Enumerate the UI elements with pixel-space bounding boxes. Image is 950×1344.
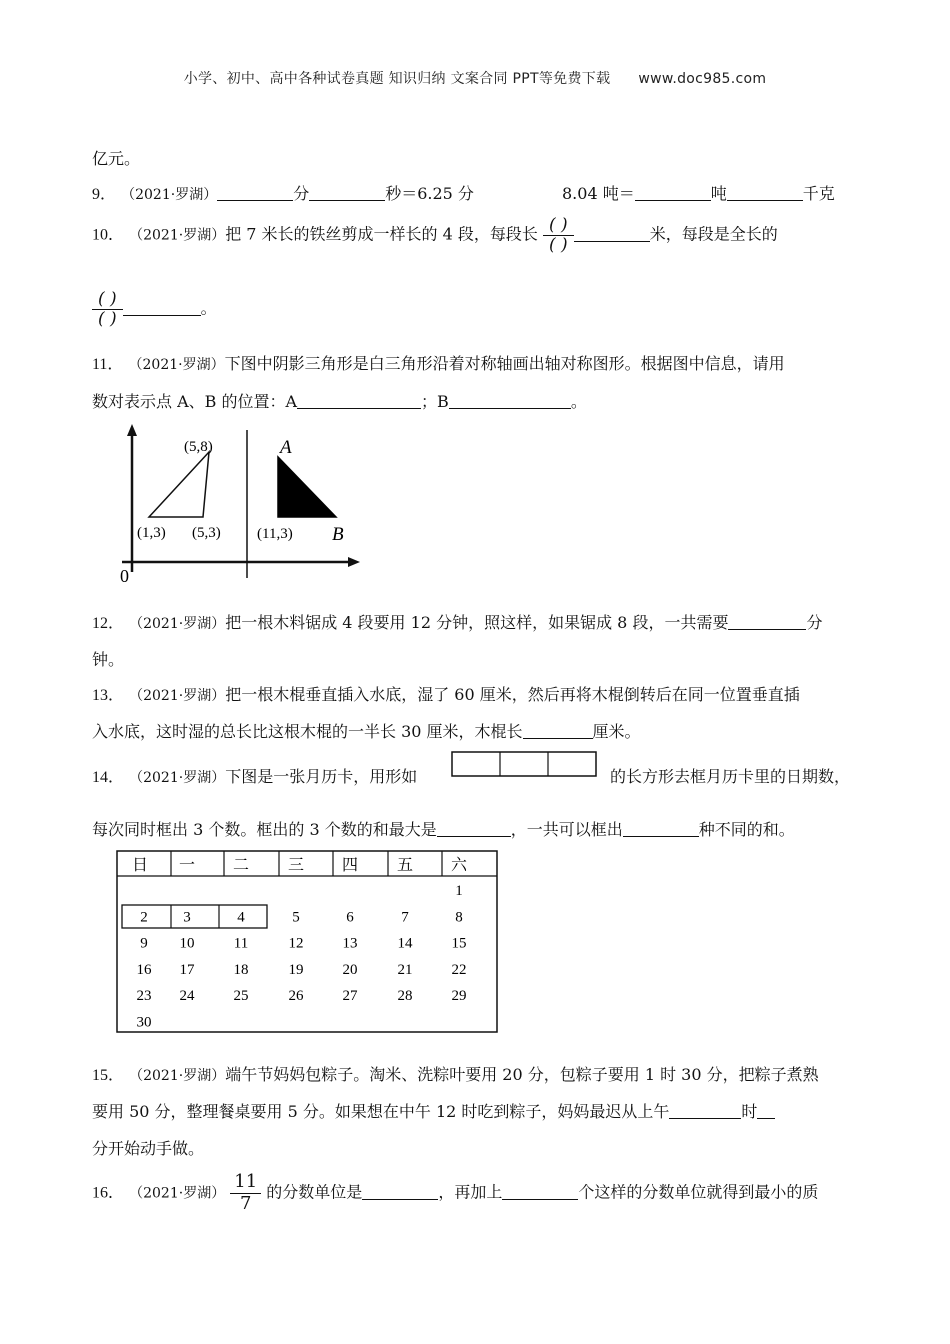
q10-source: （2021·罗湖） xyxy=(129,227,226,244)
header-site: www.doc985.com xyxy=(638,71,767,87)
q15-text-2: 要用 50 分，整理餐桌要用 5 分。如果想在中午 12 时吃到粽子，妈妈最迟从上午 xyxy=(92,1102,670,1121)
q11-coordinate-figure xyxy=(112,420,372,590)
q9-blank-1[interactable] xyxy=(217,184,293,201)
calendar-date-cell: 11 xyxy=(233,935,249,952)
q16-text-3: 个这样的分数单位就得到最小的质 xyxy=(578,1182,819,1202)
q11-text-4: 。 xyxy=(570,392,587,411)
q11-blank-b[interactable] xyxy=(449,392,571,409)
question-13 xyxy=(92,682,800,705)
q8-tail: 亿元。 xyxy=(92,149,141,168)
question-10-cont xyxy=(92,290,217,328)
q15-number: 15． xyxy=(92,1067,125,1084)
calendar-border xyxy=(117,851,497,1032)
calendar-date-cell: 2 xyxy=(140,909,148,926)
q14-text-4: ，一共可以框出 xyxy=(510,820,623,839)
question-11-cont xyxy=(92,389,587,412)
q16-text-1: 的分数单位是 xyxy=(266,1182,363,1202)
q13-source: （2021·罗湖） xyxy=(129,688,226,704)
q13-text-3: 厘米。 xyxy=(592,722,641,741)
question-13-cont xyxy=(92,719,641,742)
x-axis-arrow-icon xyxy=(348,557,360,567)
q16-frac-top: 11 xyxy=(230,1172,261,1194)
q10-frac-1-top: ( ) xyxy=(543,216,574,236)
calendar-weekday-header: 二 xyxy=(233,857,250,874)
q9-blank-4[interactable] xyxy=(727,184,803,201)
q15-blank-hour[interactable] xyxy=(669,1102,741,1119)
calendar-date-cell: 12 xyxy=(288,935,304,952)
calendar-date-cell: 22 xyxy=(451,961,467,978)
calendar-date-cell: 3 xyxy=(183,909,191,926)
q16-fraction xyxy=(230,1172,261,1214)
question-16 xyxy=(92,1172,818,1214)
q14-blank-2[interactable] xyxy=(623,820,699,837)
q9-text-3: 8.04 吨＝ xyxy=(562,184,635,203)
calendar-date-cell: 26 xyxy=(288,988,304,1005)
calendar-date-cell: 21 xyxy=(397,961,413,978)
calendar-date-cell: 28 xyxy=(397,988,413,1005)
calendar-date-cell: 15 xyxy=(451,935,467,952)
q13-text-2: 入水底，这时湿的总长比这根木棍的一半长 30 厘米，木棍长 xyxy=(92,722,523,741)
q10-frac-2-top: ( ) xyxy=(92,290,123,310)
q10-number: 10． xyxy=(92,226,125,244)
q10-text-1: 把 7 米长的铁丝剪成一样长的 4 段，每段长 xyxy=(225,224,538,244)
calendar-date-cell: 27 xyxy=(342,988,358,1005)
label-origin: 0 xyxy=(120,566,129,586)
q15-blank-minute[interactable] xyxy=(757,1102,775,1119)
question-11 xyxy=(92,351,785,374)
q11-text-1: 下图中阴影三角形是白三角形沿着对称轴画出轴对称图形。根据图中信息，请用 xyxy=(224,354,785,373)
label-11-3: (11,3) xyxy=(257,526,293,542)
q10-frac-2-bottom: ( ) xyxy=(98,308,117,329)
question-9 xyxy=(92,181,474,204)
question-10 xyxy=(92,216,778,254)
q16-source: （2021·罗湖） xyxy=(129,1185,226,1202)
page-header xyxy=(0,68,950,88)
q12-blank[interactable] xyxy=(728,613,806,630)
calendar-date-cell: 18 xyxy=(233,961,249,978)
q10-blank-2[interactable] xyxy=(123,299,201,316)
white-triangle xyxy=(149,452,209,517)
calendar-weekday-header: 四 xyxy=(342,857,359,874)
q13-text-1: 把一根木棍垂直插入水底，湿了 60 厘米，然后再将木棍倒转后在同一位置垂直插 xyxy=(225,685,800,704)
q9-number: 9． xyxy=(92,186,117,203)
calendar-date-cell: 17 xyxy=(179,961,195,978)
q14-number: 14． xyxy=(92,769,125,786)
q9-text-4: 吨 xyxy=(710,184,727,203)
calendar-date-cell: 13 xyxy=(342,935,358,952)
calendar-weekday-header: 三 xyxy=(288,857,305,874)
q10-frac-1-bottom: ( ) xyxy=(549,234,568,255)
calendar-date-cell: 29 xyxy=(451,988,467,1005)
calendar-date-cell: 6 xyxy=(346,909,354,926)
y-axis-arrow-icon xyxy=(127,424,137,436)
calendar-date-cell: 4 xyxy=(237,909,245,926)
q11-number: 11． xyxy=(92,356,124,373)
calendar-date-cell: 20 xyxy=(342,961,358,978)
q11-blank-a[interactable] xyxy=(297,392,421,409)
q14-text-3: 每次同时框出 3 个数。框出的 3 个数的和最大是 xyxy=(92,820,437,839)
calendar-weekday-header: 一 xyxy=(179,857,196,874)
q14-source: （2021·罗湖） xyxy=(129,770,226,786)
q10-fraction-2 xyxy=(92,290,123,328)
question-9-part-2 xyxy=(562,181,835,204)
q16-number: 16． xyxy=(92,1184,125,1202)
calendar-date-cell: 14 xyxy=(397,935,413,952)
q13-number: 13． xyxy=(92,687,125,704)
calendar-date-cell: 7 xyxy=(401,909,409,926)
q12-text-3: 钟。 xyxy=(92,650,125,669)
label-point-a: A xyxy=(280,437,292,458)
q9-blank-2[interactable] xyxy=(309,184,385,201)
q12-source: （2021·罗湖） xyxy=(129,616,226,632)
q11-source: （2021·罗湖） xyxy=(128,357,225,373)
question-12 xyxy=(92,610,822,633)
calendar-weekday-header: 六 xyxy=(451,857,468,874)
q10-blank-1[interactable] xyxy=(574,225,650,242)
q12-text-2: 分 xyxy=(806,613,823,632)
q10-text-2: 米，每段是全长的 xyxy=(649,224,778,244)
q10-fraction-1 xyxy=(543,216,574,254)
shaded-triangle xyxy=(278,457,336,517)
label-5-3: (5,3) xyxy=(192,525,221,541)
q9-blank-3[interactable] xyxy=(635,184,711,201)
q16-frac-bottom: 7 xyxy=(240,1192,252,1214)
q10-text-3: 。 xyxy=(200,298,217,318)
calendar-date-cell: 30 xyxy=(136,1014,152,1031)
q16-blank-1[interactable] xyxy=(362,1183,438,1200)
q9-text-2: 秒＝6.25 分 xyxy=(385,184,474,203)
calendar-date-cell: 8 xyxy=(455,909,463,926)
q14-text-1: 下图是一张月历卡，用形如 xyxy=(225,767,418,786)
calendar-date-cell: 1 xyxy=(455,883,463,899)
q14-calendar xyxy=(116,850,500,1036)
header-text: 小学、初中、高中各种试卷真题 知识归纳 文案合同 PPT等免费下载 xyxy=(183,71,611,87)
calendar-date-cell: 24 xyxy=(179,988,195,1005)
q16-text-2: ，再加上 xyxy=(438,1182,503,1202)
q15-text-4: 分开始动手做。 xyxy=(92,1139,205,1158)
q14-blank-1[interactable] xyxy=(437,820,511,837)
q12-text-1: 把一根木料锯成 4 段要用 12 分钟，照这样，如果锯成 8 段，一共需要 xyxy=(225,613,729,632)
calendar-date-cell: 19 xyxy=(288,961,304,978)
q15-source: （2021·罗湖） xyxy=(129,1068,226,1084)
calendar-date-cell: 23 xyxy=(136,988,152,1005)
q12-number: 12． xyxy=(92,615,125,632)
question-15-cont xyxy=(92,1099,775,1122)
q9-source: （2021·罗湖） xyxy=(121,187,218,203)
question-14-cont xyxy=(92,817,795,840)
calendar-date-cell: 10 xyxy=(179,935,195,952)
label-point-b: B xyxy=(332,524,344,545)
frame-rect xyxy=(452,752,596,776)
label-1-3: (1,3) xyxy=(137,525,166,541)
question-15 xyxy=(92,1062,819,1085)
q9-text-1: 分 xyxy=(293,184,310,203)
q15-text-3: 时 xyxy=(741,1102,758,1121)
label-5-8: (5,8) xyxy=(184,439,213,455)
q11-text-2: 数对表示点 A、B 的位置：A xyxy=(92,392,298,411)
calendar-date-cell: 5 xyxy=(292,909,300,926)
calendar-weekday-header: 日 xyxy=(132,857,149,874)
calendar-weekday-header: 五 xyxy=(397,857,414,874)
q16-blank-2[interactable] xyxy=(502,1183,578,1200)
q9-text-5: 千克 xyxy=(802,184,835,203)
calendar-date-cell: 16 xyxy=(136,961,152,978)
q11-text-3: ；B xyxy=(421,392,449,411)
calendar-date-cell: 9 xyxy=(140,935,148,952)
q13-blank[interactable] xyxy=(523,722,593,739)
question-14 xyxy=(92,764,417,787)
calendar-date-cell: 25 xyxy=(233,988,249,1005)
q14-frame-shape xyxy=(451,751,597,777)
q15-text-1: 端午节妈妈包粽子。淘米、洗粽叶要用 20 分，包粽子要用 1 时 30 分，把粽子煮熟 xyxy=(225,1065,819,1084)
q14-text-5: 种不同的和。 xyxy=(698,820,795,839)
q14-text-2: 的长方形去框月历卡里的日期数， xyxy=(610,767,851,786)
